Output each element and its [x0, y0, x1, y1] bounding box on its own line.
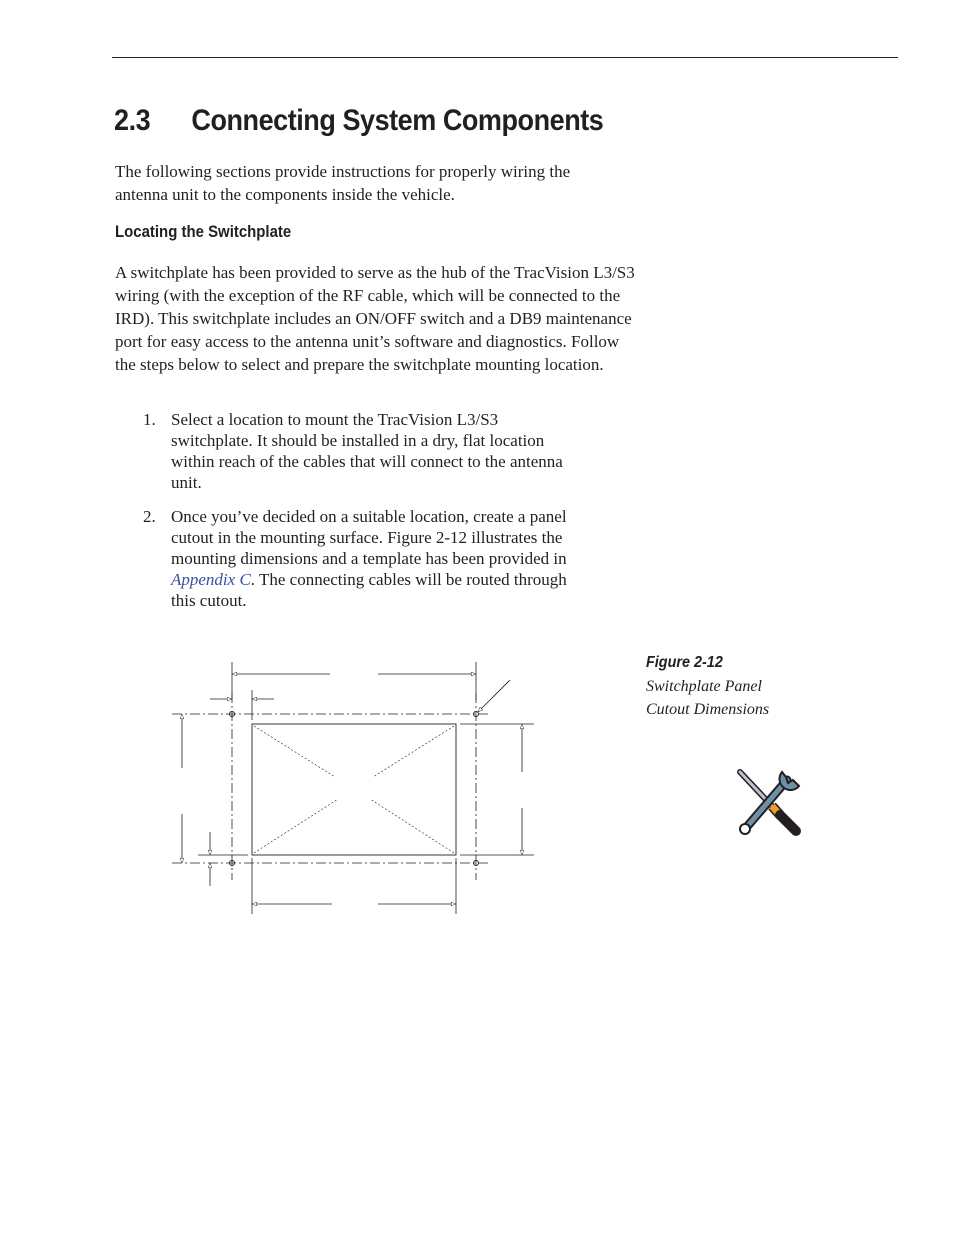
- center-lines: [172, 693, 488, 880]
- step-text-after: . The connecting cables will be routed through this cutout.: [171, 570, 567, 610]
- wrench-and-screwdriver-icon: [730, 762, 810, 842]
- step-number: 2.: [143, 507, 156, 526]
- step-number: 1.: [143, 410, 156, 429]
- figure-label: Figure 2-12: [646, 654, 723, 671]
- subsection-title: Locating the Switchplate: [115, 222, 292, 241]
- switchplate-cutout-diagram: [165, 655, 545, 920]
- section-intro: The following sections provide instructions for properly wiring the antenna unit to the components inside the vehicle.: [115, 162, 571, 204]
- section-number: 2.3: [114, 104, 151, 137]
- list-item: [143, 506, 573, 611]
- list-item: [143, 409, 573, 493]
- subsection-paragraph: A switchplate has been provided to serve as the hub of the TracVision L3/S3 wiring (with the exception of the RF cable, which will be connected to the IRD). This switchplate includes an ON/OFF switch and a DB9 maintenance port for easy access to the antenna unit’s software and diagnostics. Follow the steps below to select and prepare the switchplate mounting location.: [115, 263, 635, 374]
- step-text-before: Once you’ve decided on a suitable location, create a panel cutout in the mounting surface. Figure 2-12 illustrates the mounting dimensions and a template has been provided in: [171, 507, 567, 568]
- step-text: Select a location to mount the TracVision L3/S3 switchplate. It should be installed in a dry, flat location within reach of the cables that will connect to the antenna unit.: [171, 410, 563, 492]
- step-text: [171, 506, 573, 611]
- mounting-holes: [230, 712, 479, 866]
- figure-title: Switchplate Panel Cutout Dimensions: [646, 678, 770, 718]
- dimension-lines: [182, 674, 522, 904]
- steps-list: [143, 409, 573, 624]
- section-title: Connecting System Components: [191, 104, 604, 137]
- appendix-c-link[interactable]: Appendix C: [171, 570, 251, 589]
- header-rule: [112, 57, 898, 58]
- extension-lines: [198, 662, 534, 914]
- section-heading: [114, 104, 603, 138]
- cutout-diagonals: [254, 726, 454, 853]
- figure-caption: [646, 651, 796, 721]
- cutout-outline: [252, 724, 456, 855]
